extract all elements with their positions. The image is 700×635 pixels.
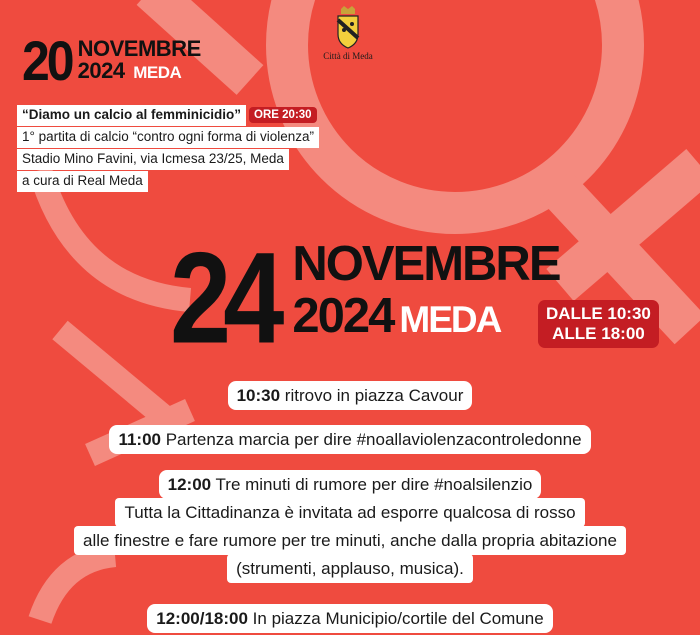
program-text: Tre minuti di rumore per dire #noalsilenzio	[211, 475, 533, 494]
event2-date	[170, 225, 560, 371]
event1-description: 1° partita di calcio “contro ogni forma di violenza”	[17, 127, 319, 148]
event1-location: Stadio Mino Favini, via Icmesa 23/25, Meda	[17, 149, 289, 170]
program-detail: (strumenti, applauso, musica).	[227, 554, 473, 583]
event2-month: NOVEMBRE	[292, 237, 560, 291]
event1-day: 20	[22, 29, 72, 93]
program-text: ritrovo in piazza Cavour	[280, 386, 464, 405]
program-detail-line	[0, 554, 700, 583]
program-time: 10:30	[236, 386, 281, 405]
event1-year: 2024	[77, 58, 125, 83]
event2-time-badge	[538, 300, 659, 348]
program-detail-line	[0, 498, 700, 527]
program-text: In piazza Municipio/cortile del Comune	[247, 609, 544, 628]
event1-month: NOVEMBRE	[77, 36, 201, 61]
event1-time-badge: ORE 20:30	[249, 107, 317, 123]
program-item	[0, 425, 700, 454]
event1-details	[17, 105, 319, 193]
city-name-label: Città di Meda	[323, 51, 373, 61]
program-detail-line	[0, 526, 700, 555]
event1-date	[22, 29, 201, 93]
event2-year: 2024	[292, 289, 394, 343]
event2-city: MEDA	[399, 299, 501, 340]
program-detail: alle finestre e fare rumore per tre minuti, anche dalla propria abitazione	[74, 526, 626, 555]
program-text: Partenza marcia per dire #noallaviolenzacontroledonne	[161, 430, 582, 449]
event2-time-start: DALLE 10:30	[546, 304, 651, 323]
event2-day: 24	[170, 225, 277, 371]
event1-organizer: a cura di Real Meda	[17, 171, 148, 192]
event1-city: MEDA	[133, 63, 182, 82]
event2-time-end: ALLE 18:00	[552, 324, 645, 343]
program-item	[0, 604, 700, 633]
program-time: 12:00	[167, 475, 212, 494]
city-crest-icon	[336, 6, 360, 50]
program-item	[0, 470, 700, 499]
program-time: 11:00	[118, 430, 161, 449]
program-detail: Tutta la Cittadinanza è invitata ad esporre qualcosa di rosso	[115, 498, 584, 527]
program-item	[0, 381, 700, 410]
program-time: 12:00/18:00	[156, 609, 248, 628]
event1-title: “Diamo un calcio al femminicidio”	[17, 105, 246, 126]
city-logo	[318, 6, 378, 61]
